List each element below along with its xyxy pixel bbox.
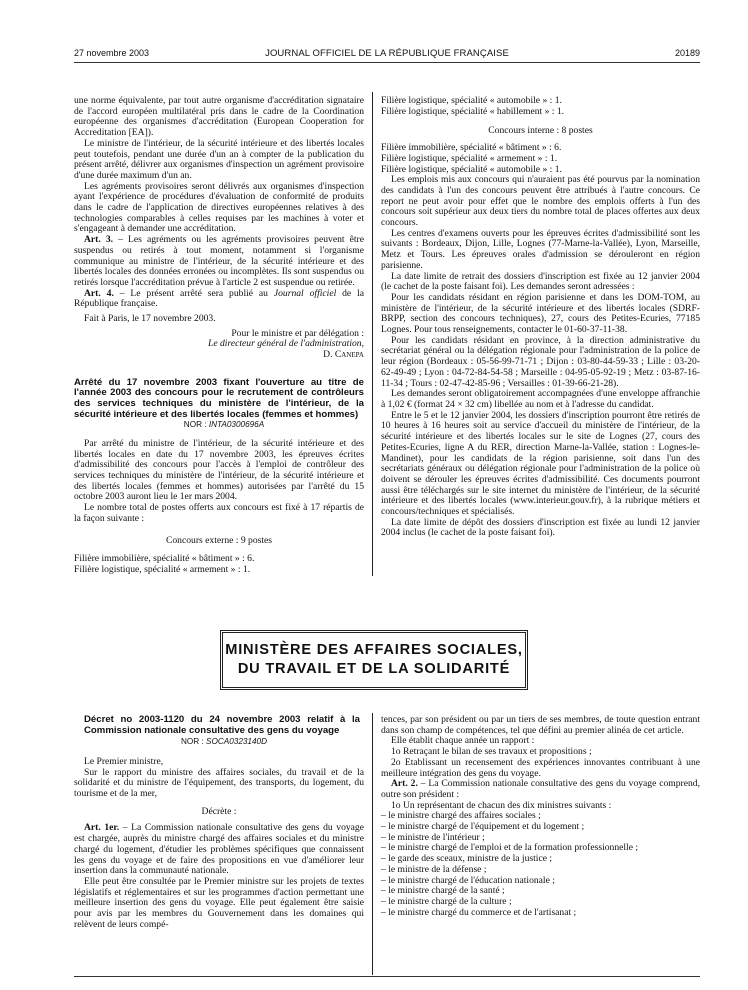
page-header xyxy=(74,48,700,62)
ministry-line-1: MINISTÈRE DES AFFAIRES SOCIALES, xyxy=(225,642,523,658)
article-4 xyxy=(74,289,364,310)
paragraph: Les demandes seront obligatoirement accompagnées d'une enveloppe affranchie à 1,02 € (format 24 × 32 cm) libellée au nom et à l'adresse du candidat. xyxy=(381,388,700,410)
article-label: Art. 2. xyxy=(391,778,418,790)
bottom-left-column xyxy=(74,715,364,930)
list-item: – le ministre chargé de l'équipement et du logement ; xyxy=(381,821,585,833)
paragraph: La date limite de dépôt des dossiers d'inscription est fixée au lundi 12 janvier 2004 inclus (le cachet de la poste faisant foi). xyxy=(381,516,700,539)
paragraph: Le ministre de l'intérieur, de la sécurité intérieure et des libertés locales peut toutefois, pendant une durée d'un an à compter de la publication du présent arrêté, délivrer aux organismes d'inspection un agrément provisoire d'une durée maximum d'un an. xyxy=(74,137,364,181)
list-item: – le ministre chargé des affaires sociales ; xyxy=(381,810,541,822)
signatory-name: D. Canepa xyxy=(323,349,364,361)
article-text: de la République française. xyxy=(74,287,364,310)
header-journal-title: JOURNAL OFFICIEL DE LA RÉPUBLIQUE FRANÇAISE xyxy=(265,48,509,59)
column-divider xyxy=(372,713,373,975)
list-item: Filière immobilière, spécialité « bâtiment » : 6. xyxy=(74,553,255,565)
concours-externe-heading: Concours externe : 9 postes xyxy=(165,534,273,546)
header-rule xyxy=(74,62,700,63)
article-text: – La Commission nationale consultative des gens du voyage est chargée, auprès du ministre chargé des affaires sociales et du ministre chargé du logement, d'étudier les problèmes spécifiques que connaissent les gens du voyage et de faire des propositions en vue d'améliorer leur insertion dans la communauté nationale. xyxy=(74,822,364,877)
nor-label: NOR : xyxy=(180,737,207,747)
list-item: – le ministre de l'intérieur ; xyxy=(381,831,485,843)
paragraph: Les centres d'examens ouverts pour les épreuves écrites d'admissibilité sont les suivants : Bordeaux, Dijon, Lille, Lognes (77-Marne-la-Vallée), Lyon, Marseille, Metz et Tours. Les épreuves orales d'admission se dérouleront en région parisienne. xyxy=(381,227,700,271)
fait-a-paris: Fait à Paris, le 17 novembre 2003. xyxy=(84,313,216,325)
paragraph: La date limite de retrait des dossiers d'inscription est fixée au 12 janvier 2004 (le cachet de la poste faisant foi). Les demandes seront adressées : xyxy=(381,270,700,293)
decrete-heading: Décrète : xyxy=(201,805,237,817)
paragraph: 1o Un représentant de chacun des dix ministres suivants : xyxy=(391,799,612,811)
article-1 xyxy=(74,823,364,877)
top-left-column xyxy=(74,96,364,576)
article-text: – Le présent arrêté sera publié au xyxy=(113,287,274,299)
article-text: – Les agréments ou les agréments provisoires peuvent être suspendus ou retirés à tout moment, notamment si l'organisme communique au ministre de l'intérieur, de la sécurité intérieure et des libertés locales des données erronées ou incomplètes. Ils sont suspendus ou retirés lorsque l'accréditation prévue à l'article 2 est suspendue ou retirée. xyxy=(74,234,365,288)
paragraph: Elle établit chaque année un rapport : xyxy=(391,735,535,747)
paragraph: tences, par son président ou par un tiers de ses membres, de toute question entrant dans son champ de compétences, tel que défini au premier alinéa de cet article. xyxy=(381,714,700,736)
footer-rule xyxy=(74,976,700,977)
nor-reference xyxy=(74,420,364,431)
bottom-right-column xyxy=(381,715,700,918)
article-3 xyxy=(74,235,364,289)
article-text: – La Commission nationale consultative des gens du voyage comprend, outre son président : xyxy=(381,778,700,800)
ministry-heading-box xyxy=(220,630,528,690)
column-divider xyxy=(372,92,373,576)
paragraph: 1o Retraçant le bilan de ses travaux et propositions ; xyxy=(391,746,592,758)
article-2 xyxy=(381,779,700,800)
article-label: Art. 3. xyxy=(84,234,114,246)
list-item: – le ministre chargé du commerce et de l'artisanat ; xyxy=(381,906,577,918)
paragraph: Pour les candidats résidant en région parisienne et dans les DOM-TOM, au ministère de l'intérieur, de la sécurité intérieure et des libertés locales (SDRF-BRPP, section des concours techniques), 27, cours des Petites-Ecuries, 77185 Lognes. Pour tous renseignements, contacter le 01-60-37-11-38. xyxy=(381,291,700,336)
nor-label: NOR : xyxy=(183,420,209,430)
top-right-column xyxy=(381,96,700,539)
paragraph: Par arrêté du ministre de l'intérieur, de la sécurité intérieure et des libertés locales en date du 17 novembre 2003, les épreuves écrites d'admissibilité des concours pour l'accès à l'emploi de contrôleur des services techniques du ministère de l'intérieur, de la sécurité intérieure et des libertés locales (femmes et hommes) autorisées par l'arrêté du 15 octobre 2003 auront lieu le 1er mars 2004. xyxy=(74,437,364,503)
paragraph: 2o Etablissant un recensement des expériences innovantes contribuant à une meilleure intégration des gens du voyage. xyxy=(381,756,700,779)
list-item: – le ministre de la défense ; xyxy=(381,863,487,875)
list-item: – le ministre chargé de la culture ; xyxy=(381,895,512,907)
paragraph: Elle peut être consultée par le Premier ministre sur les projets de textes législatifs et réglementaires et sur les programmes d'action permettant une meilleure insertion des gens du voyage. Elle peut également être saisie pour avis par les membres du Gouvernement dans les domaines qui relèvent de leurs compé- xyxy=(74,875,364,930)
paragraph: Le Premier ministre, xyxy=(84,755,164,767)
list-item: – le ministre chargé de la santé ; xyxy=(381,885,505,897)
list-item: – le ministre chargé de l'emploi et de la formation professionnelle ; xyxy=(381,842,639,854)
header-date: 27 novembre 2003 xyxy=(74,48,150,58)
decret-title: Décret no 2003-1120 du 24 novembre 2003 relatif à la Commission nationale consultative des gens du voyage xyxy=(84,714,360,736)
nor-code: SOCA0323140D xyxy=(206,737,268,747)
list-item: – le garde des sceaux, ministre de la justice ; xyxy=(381,853,553,865)
article-label: Art. 4. xyxy=(84,287,114,299)
list-item: Filière logistique, spécialité « armement » : 1. xyxy=(74,563,251,575)
journal-reference: Journal officiel xyxy=(273,287,337,299)
signature-pour: Pour le ministre et par délégation : xyxy=(231,327,364,339)
article-label: Art. 1er. xyxy=(84,822,120,834)
nor-reference xyxy=(74,737,364,748)
list-item: – le ministre chargé de l'éducation nationale ; xyxy=(381,874,555,886)
list-item: Filière logistique, spécialité « armement » : 1. xyxy=(381,152,558,164)
list-item: Filière logistique, spécialité « automobile » : 1. xyxy=(381,163,562,175)
arrete-title: Arrêté du 17 novembre 2003 fixant l'ouverture au titre de l'année 2003 des concours pour le recrutement de contrôleurs des services techniques du ministère de l'intérieur, de la sécurité intérieure et des libertés locales (femmes et hommes) xyxy=(74,376,364,420)
header-page-number: 20189 xyxy=(674,48,700,58)
signature-title: Le directeur général de l'administration, xyxy=(208,338,364,350)
paragraph: Sur le rapport du ministre des affaires sociales, du travail et de la solidarité et du ministre de l'équipement, des transports, du logement, du tourisme et de la mer, xyxy=(74,766,364,799)
paragraph: Les emplois mis aux concours qui n'auraient pas été pourvus par la nomination des candidats à l'un des concours peuvent être attribués à l'autre concours. Ce report ne peut avoir pour effet que le nombre des emplois offerts à l'un des concours soit supérieur aux deux tiers du nombre total de places offertes aux deux concours. xyxy=(381,174,700,229)
list-item: Filière logistique, spécialité « habillement » : 1. xyxy=(381,105,565,117)
concours-interne-heading: Concours interne : 8 postes xyxy=(488,125,593,137)
paragraph: Entre le 5 et le 12 janvier 2004, les dossiers d'inscription pourront être retirés de 10 heures à 16 heures soit au service d'accueil du ministère de l'intérieur, de la sécurité intérieure et des libertés locales sur le site de Lognes (27, cours des Petites-Ecuries, ligne A du RER, direction Marne-la-Vallée, station : Lognes-le-Mandinet), pour les candidats de la région parisienne, soit dans l'un des secrétariats généraux ou délégation régionale pour l'administration de la police où doivent se dérouler les épreuves écrites d'admissibilité. Ces documents pourront aussi être téléchargés sur le site internet du ministère de l'intérieur, de la sécurité intérieure et des libertés locales (www.interieur.gouv.fr), à la rubrique métiers et concours/techniques et spécialisés. xyxy=(381,409,700,518)
ministry-line-2: DU TRAVAIL ET DE LA SOLIDARITÉ xyxy=(237,661,511,677)
nor-code: INTA0300696A xyxy=(208,420,265,430)
paragraph: Les agréments provisoires seront délivrés aux organismes d'inspection ayant l'expérience de procédures d'évaluation de conformité de produits dans le cadre de l'application de directives européennes relatives à des technologies comparables à celles requises par les machines à voter et s'engageant à demander une accréditation. xyxy=(74,180,364,235)
list-item: Filière immobilière, spécialité « bâtiment » : 6. xyxy=(381,142,562,154)
paragraph: Pour les candidats résidant en province, à la direction administrative du secrétariat général ou la délégation régionale pour l'administration de la police de leur région (Bordeaux : 05-56-99-71-71 ; Dijon : 03-80-44-59-33 ; Lille : 03-20-62-49-49 ; Lyon : 04-72-84-54-58 ; Marseille : 04-95-05-92-19 ; Metz : 03-87-16-11-34 ; Tours : 02-47-42-85-96 ; Versailles : 01-39-66-21-28). xyxy=(381,334,700,389)
paragraph: une norme équivalente, par tout autre organisme d'accréditation signataire de l'accord européen multilatéral pris dans le cadre de la Coordination européenne des organismes d'accréditation (European Cooperation for Accreditation [EA]). xyxy=(74,95,364,139)
list-item: Filière logistique, spécialité « automobile » : 1. xyxy=(381,95,562,106)
paragraph: Le nombre total de postes offerts aux concours est fixé à 17 répartis de la façon suivante : xyxy=(74,502,364,524)
